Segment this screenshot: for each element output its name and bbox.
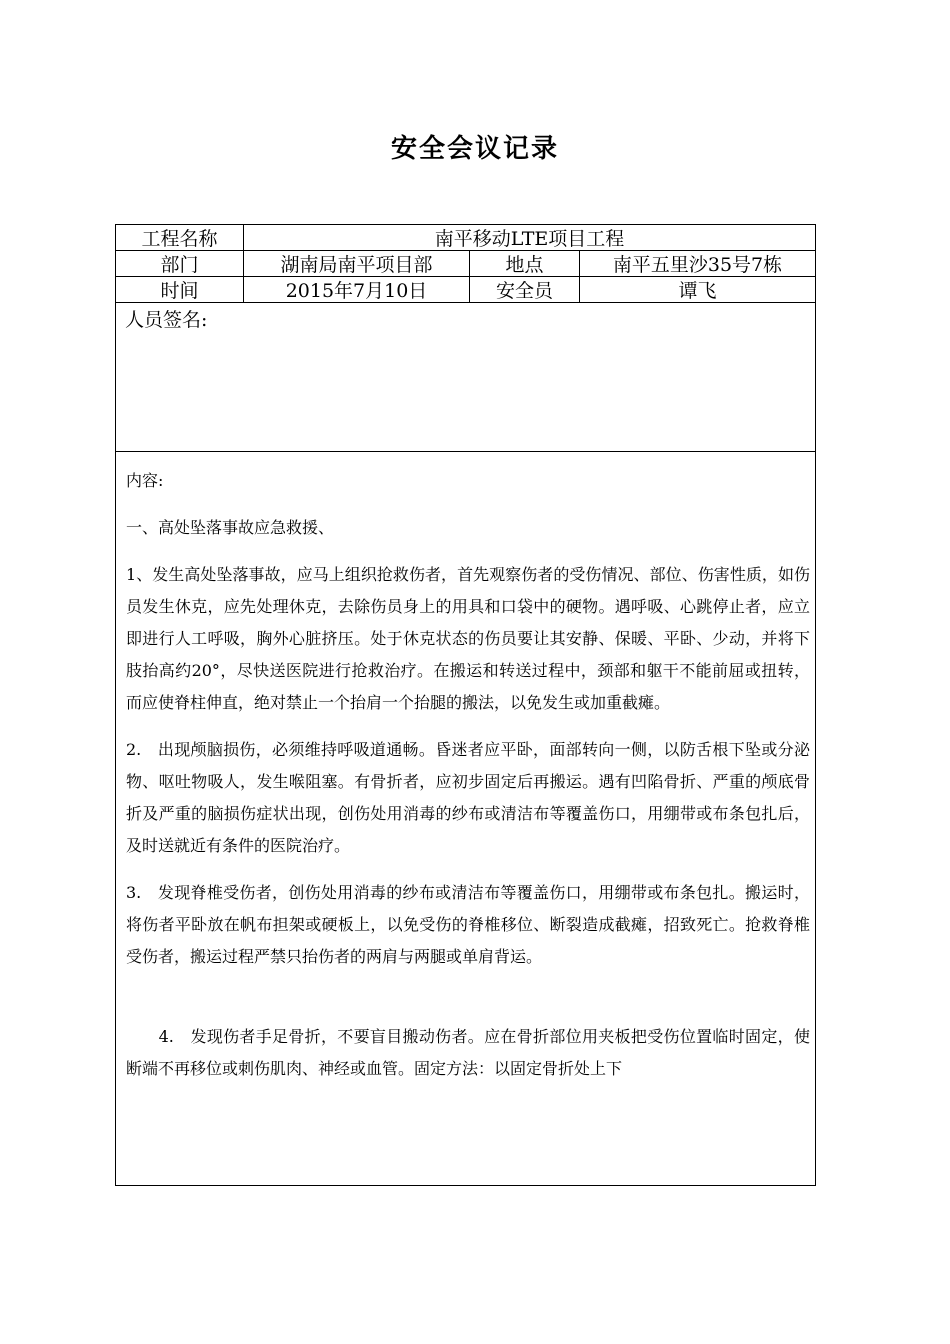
- time-label: 时间: [160, 280, 199, 302]
- signature-label: 人员签名:: [125, 309, 208, 331]
- content-label: 内容:: [126, 471, 164, 490]
- signature-row: [116, 303, 815, 452]
- content-item: 2. 出现颅脑损伤，必须维持呼吸道通畅。昏迷者应平卧，面部转向一侧，以防舌根下坠或分泌物、呕吐物吸人，发生喉阻塞。有骨折者，应初步固定后再搬运。遇有凹陷骨折、严重的颅底骨折及严重的脑损伤症状出现，创伤处用消毒的纱布或清洁布等覆盖伤口，用绷带或布条包扎后，及时送就近有条件的医院治疗。: [126, 740, 810, 855]
- content-item: 4. 发现伤者手足骨折，不要盲目搬动伤者。应在骨折部位用夹板把受伤位置临时固定，使断端不再移位或刺伤肌肉、神经或血管。固定方法：以固定骨折处上下: [126, 1027, 810, 1078]
- project-label: 工程名称: [141, 228, 218, 250]
- project-row: [116, 225, 815, 251]
- meeting-record-form: [115, 224, 816, 1186]
- dept-label: 部门: [160, 254, 199, 276]
- document-title: 安全会议记录: [390, 134, 559, 164]
- time-row: [116, 277, 815, 303]
- content-item: 3. 发现脊椎受伤者，创伤处用消毒的纱布或清洁布等覆盖伤口，用绷带或布条包扎。搬运时，将伤者平卧放在帆布担架或硬板上，以免受伤的脊椎移位、断裂造成截瘫，招致死亡。抢救脊椎受伤者，搬运过程严禁只抬伤者的两肩与两腿或单肩背运。: [126, 883, 810, 966]
- time-value: 2015年7月10日: [243, 277, 469, 302]
- project-value: 南平移动LTE项目工程: [243, 225, 815, 250]
- dept-value: 湖南局南平项目部: [243, 251, 469, 276]
- location-label: 地点: [469, 251, 579, 276]
- content-item: 1、发生高处坠落事故，应马上组织抢救伤者，首先观察伤者的受伤情况、部位、伤害性质，如伤员发生休克，应先处理休克，去除伤员身上的用具和口袋中的硬物。遇呼吸、心跳停止者，应立即进行人工呼吸，胸外心脏挤压。处于休克状态的伤员要让其安静、保暖、平卧、少动，并将下肢抬高约20°，尽快送医院进行抢救治疗。在搬运和转送过程中，颈部和躯干不能前屈或扭转，而应使脊柱伸直，绝对禁止一个抬肩一个抬腿的搬法，以免发生或加重截瘫。: [126, 565, 810, 712]
- safety-officer-label: 安全员: [469, 277, 579, 302]
- safety-officer-value: 谭飞: [579, 277, 815, 302]
- content-heading: 一、高处坠落事故应急救援、: [126, 518, 335, 537]
- content-section: [126, 465, 810, 1100]
- dept-row: [116, 251, 815, 277]
- location-value: 南平五里沙35号7栋: [579, 251, 815, 276]
